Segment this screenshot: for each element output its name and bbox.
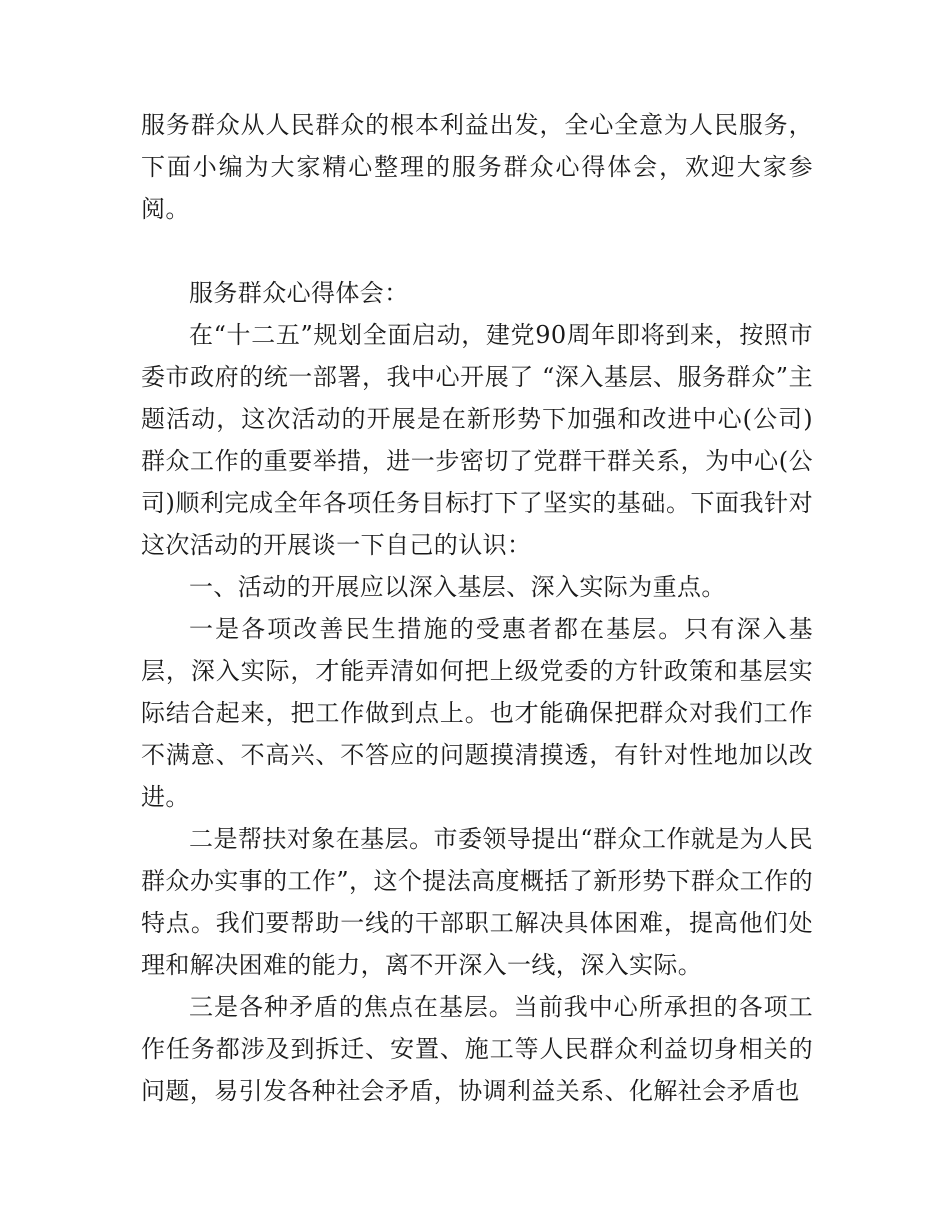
- point-heading: 一、活动的开展应以深入基层、深入实际为重点。: [189, 573, 726, 601]
- body-paragraph: 一是各项改善民生措施的受惠者都在基层。只有深入基层，深入实际，才能弄清如何把上级党委的方针政策和基层实际结合起来，把工作做到点上。也才能确保把群众对我们工作不满意、不高兴、不答应的问题摸清摸透，有针对性地加以改进。: [141, 615, 813, 811]
- body-paragraph: 三是各种矛盾的焦点在基层。当前我中心所承担的各项工作任务都涉及到拆迁、安置、施工等人民群众利益切身相关的问题，易引发各种社会矛盾，协调利益关系、化解社会矛盾也: [141, 993, 813, 1105]
- body-paragraph: 二是帮扶对象在基层。市委领导提出“群众工作就是为人民群众办实事的工作”，这个提法高度概括了新形势下群众工作的特点。我们要帮助一线的干部职工解决具体困难，提高他们处理和解决困难的能力，离不开深入一线，深入实际。: [141, 825, 813, 979]
- document-body: [141, 104, 813, 1112]
- body-paragraph: 在“十二五”规划全面启动，建党90周年即将到来，按照市委市政府的统一部署，我中心开展了 “深入基层、服务群众”主题活动，这次活动的开展是在新形势下加强和改进中心(公司)群众工作的重要举措，进一步密切了党群干群关系，为中心(公司)顺利完成全年各项任务目标打下了坚实的基础。下面我针对这次活动的开展谈一下自己的认识：: [141, 321, 813, 559]
- section-heading: 服务群众心得体会：: [189, 279, 409, 307]
- intro-paragraph: 服务群众从人民群众的根本利益出发，全心全意为人民服务，下面小编为大家精心整理的服务群众心得体会，欢迎大家参阅。: [141, 111, 813, 223]
